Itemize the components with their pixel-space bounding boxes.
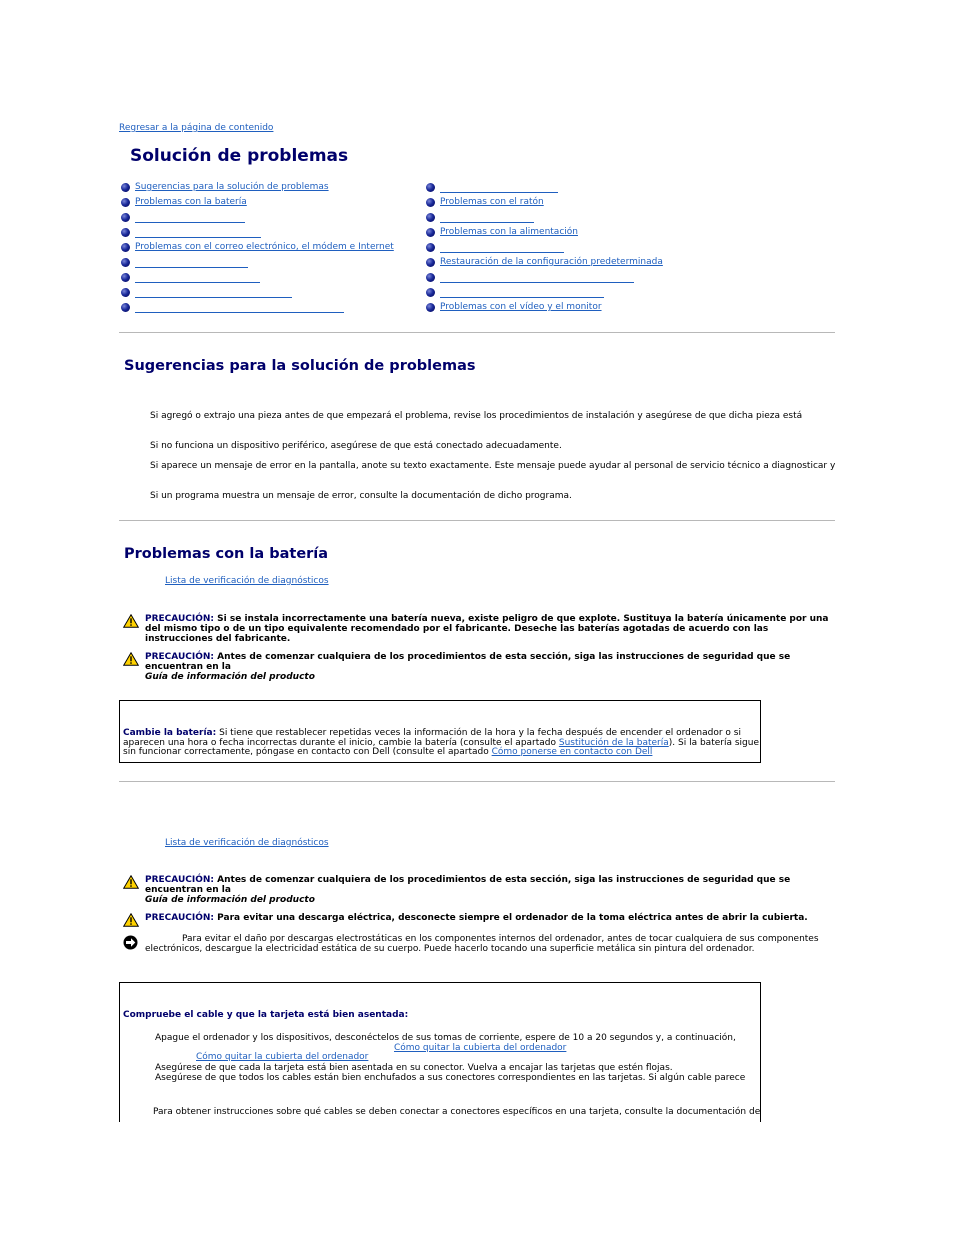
remove-cover-link-a[interactable]: Cómo quitar la cubierta del ordenador	[394, 1043, 567, 1053]
tips-paragraph-3: Si aparece un mensaje de error en la pantalla, anote su texto exactamente. Este mensaje puede ayudar al personal de servicio técnico a diagnosticar y	[150, 461, 836, 471]
warning-icon	[123, 875, 139, 889]
caution-label: PRECAUCIÓN:	[145, 652, 215, 662]
bullet-icon	[121, 213, 130, 222]
toc-item[interactable]	[426, 300, 663, 315]
notice-line-2: electrónicos, descargue la electricidad estática de su cuerpo. Puede hacerlo tocando una superficie metálica sin pintura del ordenador.	[145, 944, 755, 954]
back-to-contents-link[interactable]: Regresar a la página de contenido	[119, 123, 274, 133]
toc-item[interactable]	[121, 285, 394, 300]
procedure-text-2: ). Si la batería sigue sin funcionar correctamente, póngase en contacto con Dell (consulte el apartado	[123, 737, 759, 757]
card-step-1: Apague el ordenador y los dispositivos, desconéctelos de sus tomas de corriente, espere de 10 a 20 segundos y, a continuación,	[155, 1033, 736, 1043]
bullet-icon	[121, 258, 130, 267]
card-procedure-label: Compruebe el cable y que la tarjeta está bien asentada:	[123, 1010, 409, 1020]
card-step-3: Asegúrese de que todos los cables están bien enchufados a sus conectores correspondientes en las tarjetas. Si algún cable parece	[155, 1073, 746, 1083]
remove-cover-link-b[interactable]: Cómo quitar la cubierta del ordenador	[196, 1052, 369, 1062]
battery-heading: Problemas con la batería	[124, 546, 329, 562]
tips-heading: Sugerencias para la solución de problemas	[124, 358, 476, 374]
bullet-icon	[121, 273, 130, 282]
toc-item[interactable]	[426, 240, 663, 255]
toc-item[interactable]	[121, 255, 394, 270]
toc-link-blank[interactable]	[440, 213, 534, 223]
toc-item[interactable]	[426, 225, 663, 240]
bullet-icon	[426, 288, 435, 297]
toc-link-blank[interactable]	[440, 183, 558, 193]
toc-link-blank[interactable]	[440, 243, 564, 253]
toc-link-blank[interactable]	[440, 288, 604, 298]
section-divider	[119, 520, 835, 521]
toc-item[interactable]	[426, 195, 663, 210]
bullet-icon	[426, 303, 435, 312]
tips-paragraph-2: Si no funciona un dispositivo periférico, asegúrese de que está conectado adecuadamente.	[150, 441, 562, 451]
toc-link-blank[interactable]	[135, 258, 248, 268]
toc-link[interactable]: Restauración de la configuración predeterminada	[440, 257, 663, 267]
caution-text: Antes de comenzar cualquiera de los procedimientos de esta sección, siga las instrucciones de seguridad que se encuentran en la	[145, 875, 791, 895]
tips-paragraph-4: Si un programa muestra un mensaje de error, consulte la documentación de dicho programa.	[150, 491, 572, 501]
caution-text: Si se instala incorrectamente una batería nueva, existe peligro de que explote. Sustituya la batería únicamente por una del mismo tipo o de un tipo equivalente recomendado por el fabricante. Deseche las baterías agotadas de acuerdo con las instrucciones del fabricante.	[145, 614, 829, 644]
toc-link-blank[interactable]	[135, 288, 292, 298]
warning-icon	[123, 913, 139, 927]
contact-dell-link[interactable]: Cómo ponerse en contacto con Dell	[491, 747, 653, 757]
toc-item[interactable]	[121, 240, 394, 255]
toc-item[interactable]	[121, 195, 394, 210]
card-checklist-link[interactable]: Lista de verificación de diagnósticos	[165, 838, 329, 848]
product-guide-title: Guía de información del producto	[145, 672, 315, 682]
procedure-text-1: Si tiene que restablecer repetidas veces la información de la hora y la fecha después de encender el ordenador o si aparecen una hora o fecha incorrectas durante el inicio, cambie la batería (consulte el apartado	[123, 728, 741, 748]
bullet-icon	[121, 303, 130, 312]
card-step-4: Para obtener instrucciones sobre qué cables se deben conectar a conectores específicos en una tarjeta, consulte la documentación de	[153, 1107, 761, 1117]
caution-label: PRECAUCIÓN:	[145, 614, 215, 624]
toc-item[interactable]	[426, 180, 663, 195]
bullet-icon	[121, 228, 130, 237]
toc-link-blank[interactable]	[440, 273, 634, 283]
bullet-icon	[121, 243, 130, 252]
bullet-icon	[121, 288, 130, 297]
toc-link[interactable]: Problemas con la batería	[135, 197, 247, 207]
caution-text: Antes de comenzar cualquiera de los procedimientos de esta sección, siga las instrucciones de seguridad que se encuentran en la	[145, 652, 791, 672]
procedure-label: Cambie la batería:	[123, 728, 217, 738]
toc-link[interactable]: Sugerencias para la solución de problemas	[135, 182, 329, 192]
warning-icon	[123, 652, 139, 666]
toc-item[interactable]	[121, 270, 394, 285]
toc-item[interactable]	[121, 225, 394, 240]
toc-item[interactable]	[426, 270, 663, 285]
toc-link[interactable]: Problemas con el ratón	[440, 197, 544, 207]
caution-text: Para evitar una descarga eléctrica, desconecte siempre el ordenador de la toma eléctrica antes de abrir la cubierta.	[217, 913, 808, 923]
toc-link[interactable]: Problemas con la alimentación	[440, 227, 578, 237]
battery-checklist-link[interactable]: Lista de verificación de diagnósticos	[165, 576, 329, 586]
bullet-icon	[426, 273, 435, 282]
toc-link-blank[interactable]	[135, 228, 261, 238]
toc-item[interactable]	[426, 255, 663, 270]
tips-paragraph-1: Si agregó o extrajo una pieza antes de que empezará el problema, revise los procedimientos de instalación y asegúrese de que dicha pieza está	[150, 411, 803, 421]
notice-line-1: Para evitar el daño por descargas electrostáticas en los componentes internos del ordenador, antes de tocar cualquiera de sus componentes	[182, 934, 819, 944]
section-divider	[119, 332, 835, 333]
toc-item[interactable]	[121, 180, 394, 195]
battery-procedure-text	[123, 729, 759, 758]
replace-battery-link[interactable]: Sustitución de la batería	[558, 737, 669, 748]
toc-link-blank[interactable]	[135, 303, 344, 313]
toc-item[interactable]	[121, 210, 394, 225]
toc-right-column	[426, 180, 663, 315]
toc-link-blank[interactable]	[135, 273, 260, 283]
toc-item[interactable]	[426, 285, 663, 300]
bullet-icon	[426, 213, 435, 222]
toc-item[interactable]	[426, 210, 663, 225]
toc-left-column	[121, 180, 394, 315]
caution-label: PRECAUCIÓN:	[145, 875, 215, 885]
toc-link-blank[interactable]	[135, 213, 245, 223]
toc-link[interactable]: Problemas con el correo electrónico, el módem e Internet	[135, 242, 394, 252]
caution-label: PRECAUCIÓN:	[145, 913, 215, 923]
product-guide-title: Guía de información del producto	[145, 895, 315, 905]
bullet-icon	[426, 183, 435, 192]
bullet-icon	[121, 183, 130, 192]
bullet-icon	[426, 258, 435, 267]
bullet-icon	[426, 243, 435, 252]
section-divider	[119, 781, 835, 782]
page-title: Solución de problemas	[130, 146, 349, 166]
warning-icon	[123, 614, 139, 628]
bullet-icon	[121, 198, 130, 207]
bullet-icon	[426, 228, 435, 237]
bullet-icon	[426, 198, 435, 207]
card-step-2: Asegúrese de que cada la tarjeta está bien asentada en su conector. Vuelva a encajar las tarjetas que estén flojas.	[155, 1063, 673, 1073]
notice-arrow-icon	[123, 935, 138, 950]
toc-item[interactable]	[121, 300, 394, 315]
toc-link[interactable]: Problemas con el vídeo y el monitor	[440, 302, 602, 312]
